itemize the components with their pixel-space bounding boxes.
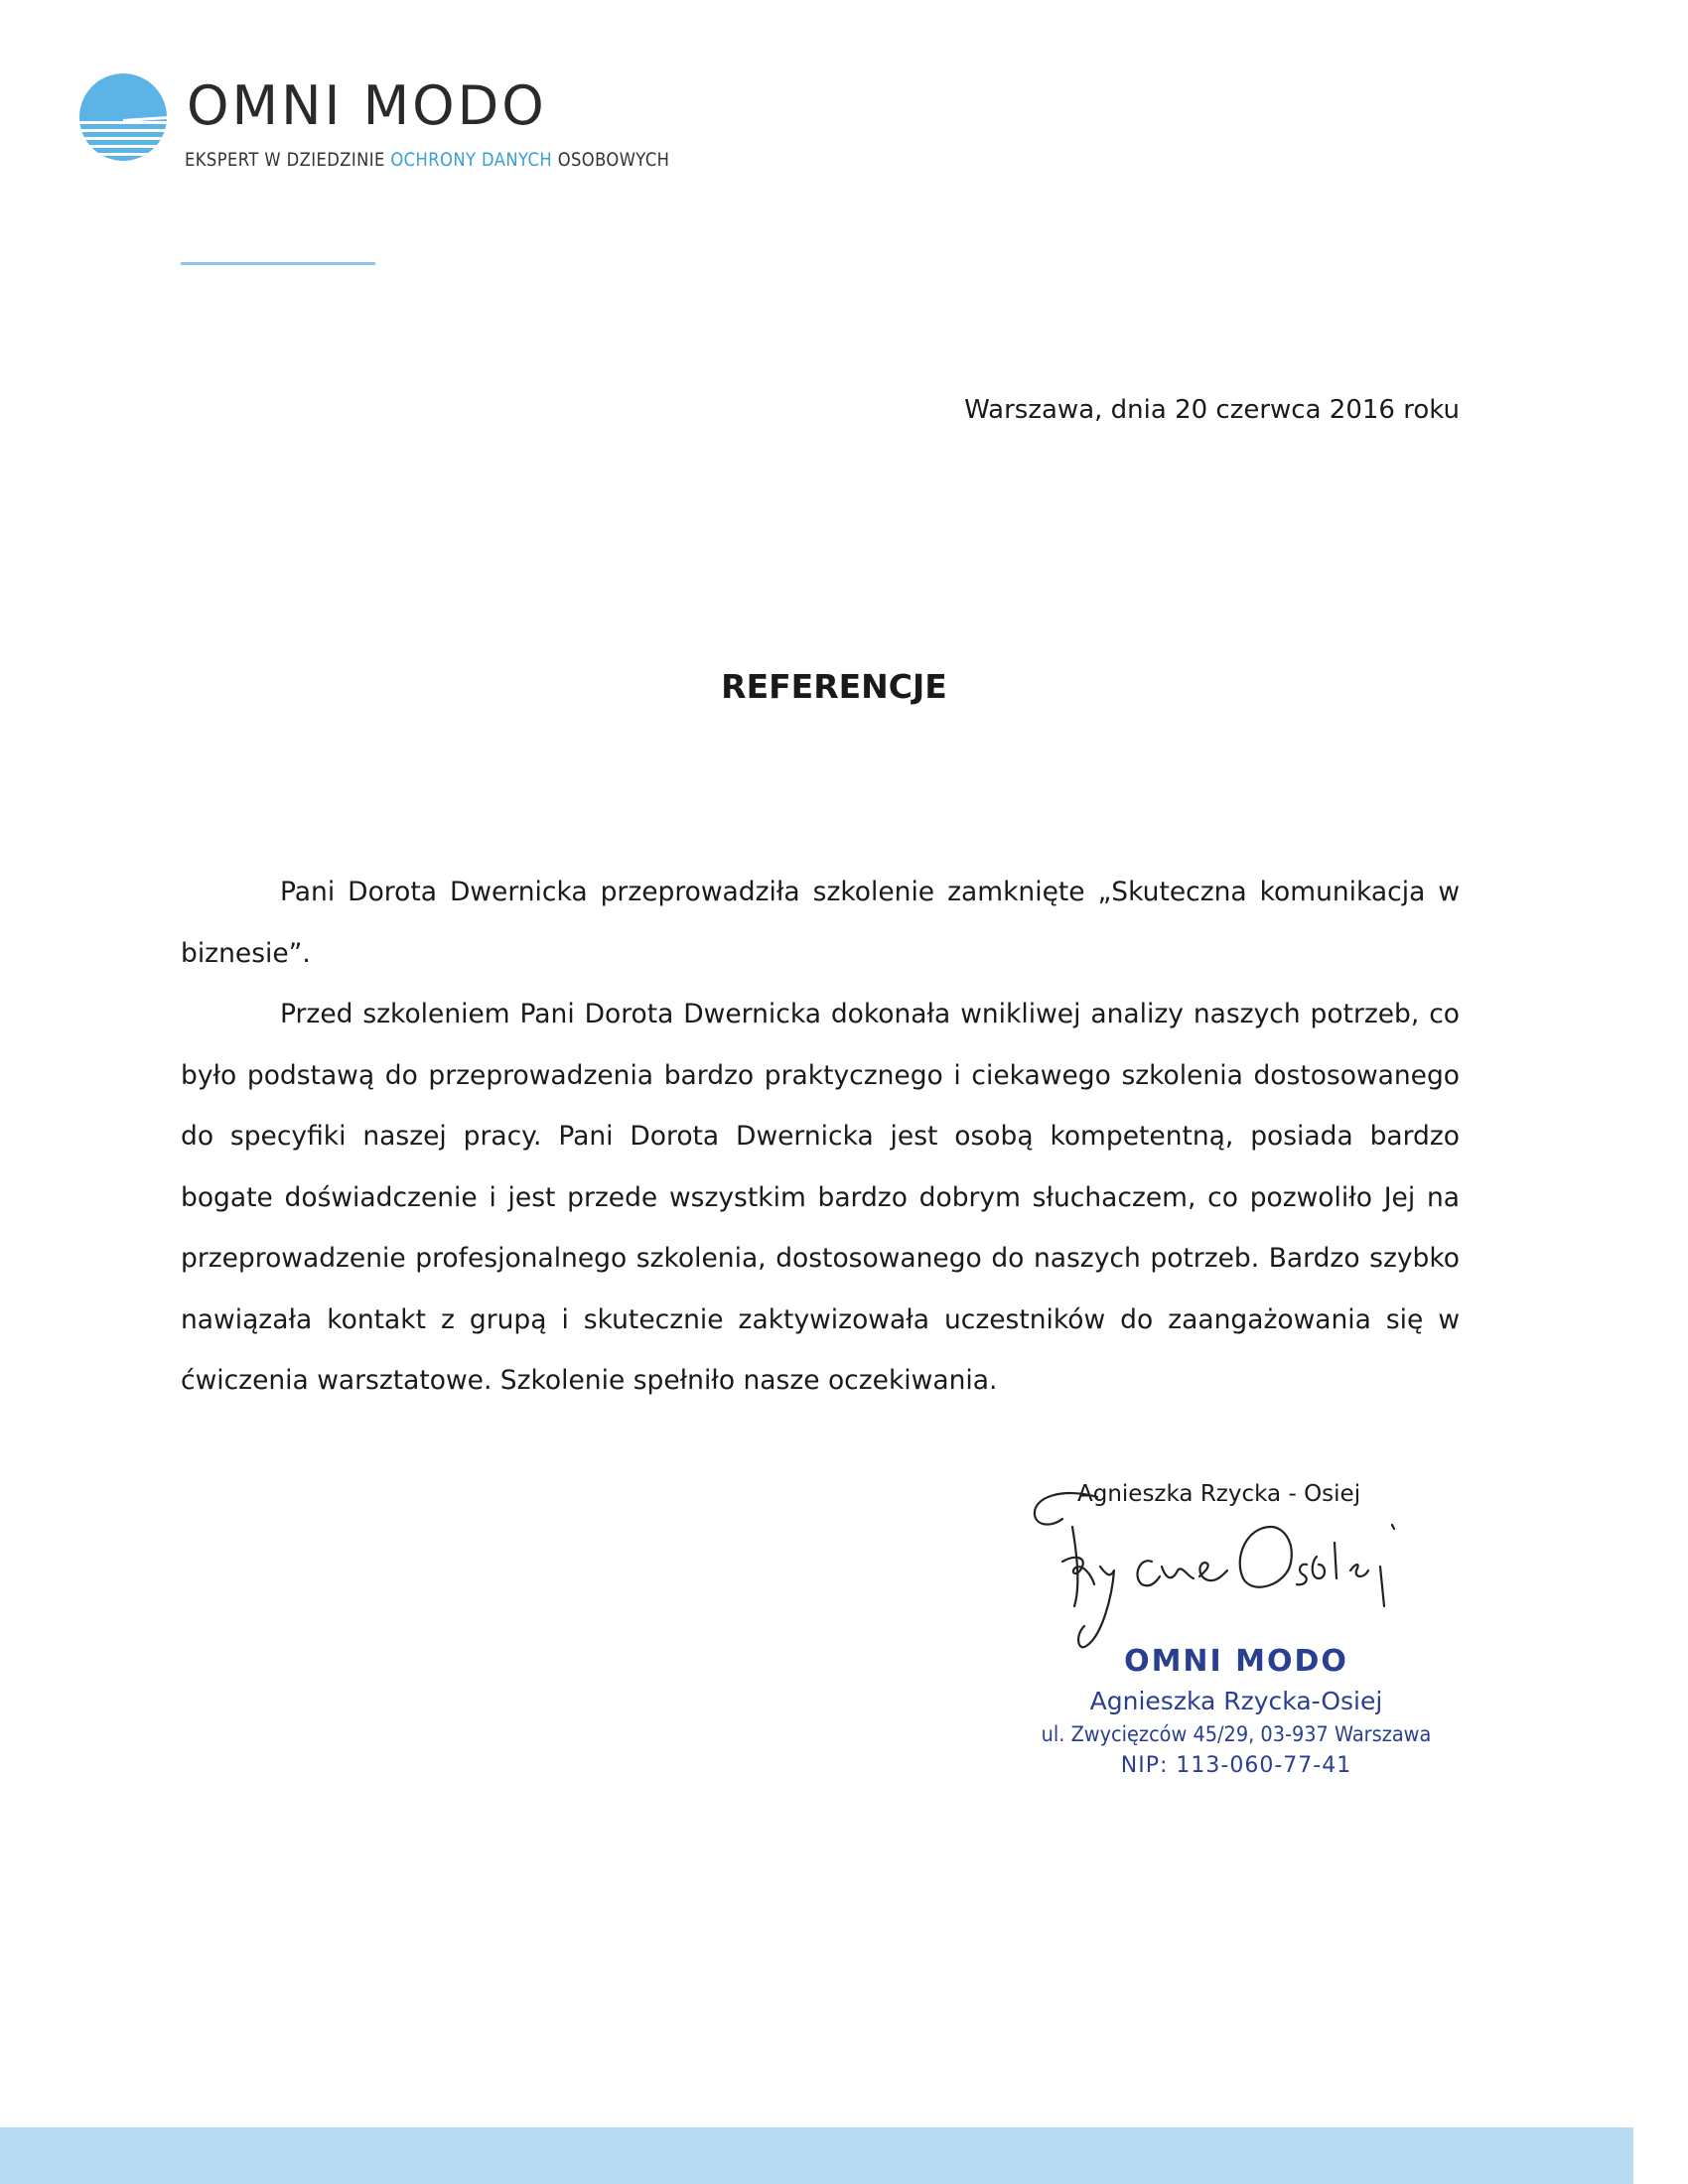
stamp-address: ul. Zwycięzców 45/29, 03-937 Warszawa — [1041, 1722, 1432, 1746]
handwritten-signature — [1023, 1467, 1420, 1666]
letterhead-divider — [181, 262, 375, 265]
footer-band — [0, 2127, 1633, 2184]
tagline-highlight: OCHRONY DANYCH — [390, 149, 553, 171]
body-paragraph: Przed szkoleniem Pani Dorota Dwernicka dokonała wnikliwej analizy naszych potrzeb, co było podstawą do przeprowadzenia bardzo praktycznego i ciekawego szkolenia dostosowanego do specyfiki naszej pracy. Pani Dorota Dwernicka jest osobą kompetentną, posiada bardzo bogate doświadczenie i jest przede wszystkim bardzo dobrym słuchaczem, co pozwoliło Jej na przeprowadzenie profesjonalnego szkolenia, dostosowanego do naszych potrzeb. Bardzo szybko nawiązała kontakt z grupą i skutecznie zaktywizowała uczestników do zaangażowania się w ćwiczenia warsztatowe. Szkolenie spełniło nasze oczekiwania. — [181, 999, 1460, 1396]
signer-name: Agnieszka Rzycka - Osiej — [1077, 1481, 1361, 1507]
brand-tagline — [185, 149, 669, 171]
stamp-company: OMNI MODO — [1124, 1644, 1348, 1679]
date-line: Warszawa, dnia 20 czerwca 2016 roku — [964, 395, 1460, 425]
stamp-person: Agnieszka Rzycka-Osiej — [1089, 1687, 1383, 1715]
tagline-part2: OSOBOWYCH — [552, 149, 670, 171]
sun-over-waves-logo-icon — [71, 71, 183, 163]
brand-name: OMNI MODO — [187, 74, 547, 137]
tagline-part1: EKSPERT W DZIEDZINIE — [185, 149, 391, 171]
body-paragraph: Pani Dorota Dwernicka przeprowadziła szkolenie zamknięte „Skuteczna komunikacja w biznesie”. — [181, 877, 1460, 969]
stamp-nip: NIP: 113-060-77-41 — [1120, 1753, 1352, 1778]
company-stamp — [1013, 1643, 1460, 1782]
letter-body — [181, 862, 1460, 1412]
document-title: REFERENCJE — [721, 667, 947, 706]
